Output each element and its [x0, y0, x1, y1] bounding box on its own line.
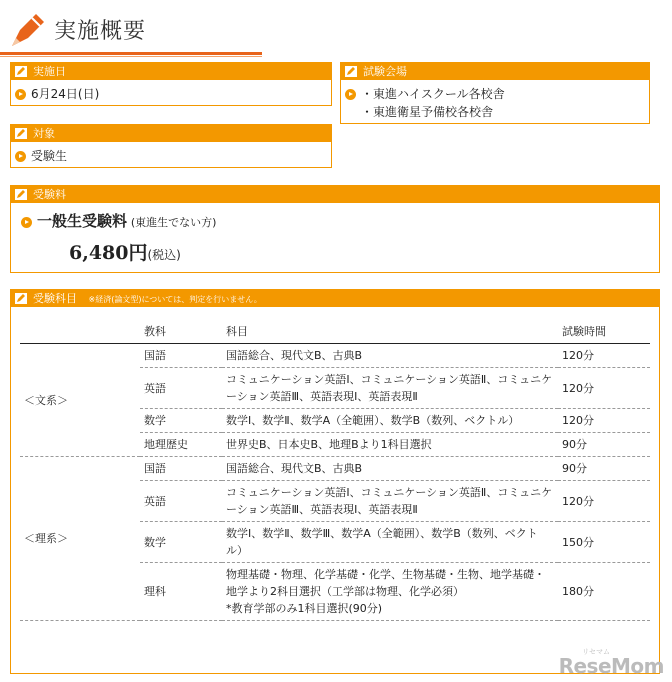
venue-box — [340, 62, 650, 124]
group-rikei: ＜理系＞ — [20, 457, 140, 621]
fee-amount: 6,480円 — [69, 242, 148, 264]
subject-cell: 数学 — [140, 522, 222, 563]
detail-note: *教育学部のみ1科目選択(90分) — [226, 602, 383, 615]
title-underline-thin — [0, 56, 262, 57]
fee-tax: (税込) — [147, 248, 181, 262]
time-cell: 120分 — [558, 344, 650, 368]
time-cell: 90分 — [558, 433, 650, 457]
fee-label: 一般生受験料 — [37, 212, 128, 230]
time-cell: 120分 — [558, 368, 650, 409]
logo-subtext: リセマム — [582, 648, 610, 656]
title-underline — [0, 52, 262, 55]
venue-line-1 — [345, 85, 505, 102]
fee-heading: 受験料 — [11, 186, 659, 203]
bullet-arrow-icon — [21, 217, 32, 228]
detail-cell — [222, 563, 558, 621]
fee-note: (東進生でない方) — [130, 216, 217, 229]
subjects-note: ※経済(論文型)については、判定を行いません。 — [88, 295, 262, 304]
subjects-heading: 受験科目 ※経済(論文型)については、判定を行いません。 — [11, 290, 659, 307]
venue-line-2 — [361, 103, 493, 120]
bullet-arrow-icon — [15, 151, 26, 162]
detail-cell: 数学Ⅰ、数学Ⅱ、数学A（全範囲）、数学B（数列、ベクトル） — [222, 409, 558, 433]
subjects-table — [20, 320, 650, 621]
subject-cell: 理科 — [140, 563, 222, 621]
detail-text: 物理基礎・物理、化学基礎・化学、生物基礎・生物、地学基礎・地学より2科目選択（工学部は物理、化学必須） — [226, 568, 545, 598]
subject-cell: 地理歴史 — [140, 433, 222, 457]
time-cell: 90分 — [558, 457, 650, 481]
page-title: 実施概要 — [54, 19, 147, 44]
pencil-icon — [15, 128, 27, 139]
time-cell: 120分 — [558, 409, 650, 433]
detail-cell: 国語総合、現代文B、古典B — [222, 344, 558, 368]
venue-item: ・東進ハイスクール各校舎 — [361, 87, 505, 101]
table-header-row — [20, 320, 650, 344]
target-line — [15, 147, 67, 164]
table-row — [20, 457, 650, 481]
fee-label-line — [21, 210, 216, 231]
header-subject: 教科 — [140, 320, 222, 344]
subject-cell: 数学 — [140, 409, 222, 433]
resemom-logo: ReseMom — [558, 654, 664, 678]
bullet-arrow-icon — [345, 89, 356, 100]
time-cell: 180分 — [558, 563, 650, 621]
target-heading: 対象 — [11, 125, 331, 142]
header-blank — [20, 320, 140, 344]
time-cell: 150分 — [558, 522, 650, 563]
pencil-icon — [15, 66, 27, 77]
exam-date-box — [10, 62, 332, 106]
pencil-icon — [15, 189, 27, 200]
detail-cell: コミュニケーション英語Ⅰ、コミュニケーション英語Ⅱ、コミュニケーション英語Ⅲ、英語表現Ⅰ、英語表現Ⅱ — [222, 481, 558, 522]
table-row — [20, 344, 650, 368]
subject-cell: 国語 — [140, 457, 222, 481]
header-time: 試験時間 — [558, 320, 650, 344]
subject-cell: 国語 — [140, 344, 222, 368]
target-box — [10, 124, 332, 168]
group-bunkei: ＜文系＞ — [20, 344, 140, 457]
venue-item: ・東進衛星予備校各校舎 — [361, 105, 494, 119]
subject-cell: 英語 — [140, 368, 222, 409]
fee-amount-line — [69, 238, 181, 265]
exam-date-line — [15, 85, 99, 102]
pencil-icon — [15, 293, 27, 304]
subject-cell: 英語 — [140, 481, 222, 522]
exam-date-value: 6月24日(日) — [31, 87, 100, 101]
target-value: 受験生 — [31, 149, 68, 163]
exam-date-heading: 実施日 — [11, 63, 331, 80]
venue-heading: 試験会場 — [341, 63, 649, 80]
detail-cell: 数学Ⅰ、数学Ⅱ、数学Ⅲ、数学A（全範囲）、数学B（数列、ベクトル） — [222, 522, 558, 563]
bullet-arrow-icon — [15, 89, 26, 100]
pencil-icon — [6, 8, 50, 52]
detail-cell: 世界史B、日本史B、地理Bより1科目選択 — [222, 433, 558, 457]
pencil-icon — [345, 66, 357, 77]
time-cell: 120分 — [558, 481, 650, 522]
title-area — [0, 0, 672, 60]
fee-box — [10, 185, 660, 273]
detail-cell: 国語総合、現代文B、古典B — [222, 457, 558, 481]
detail-cell: コミュニケーション英語Ⅰ、コミュニケーション英語Ⅱ、コミュニケーション英語Ⅲ、英語表現Ⅰ、英語表現Ⅱ — [222, 368, 558, 409]
header-detail: 科目 — [222, 320, 558, 344]
